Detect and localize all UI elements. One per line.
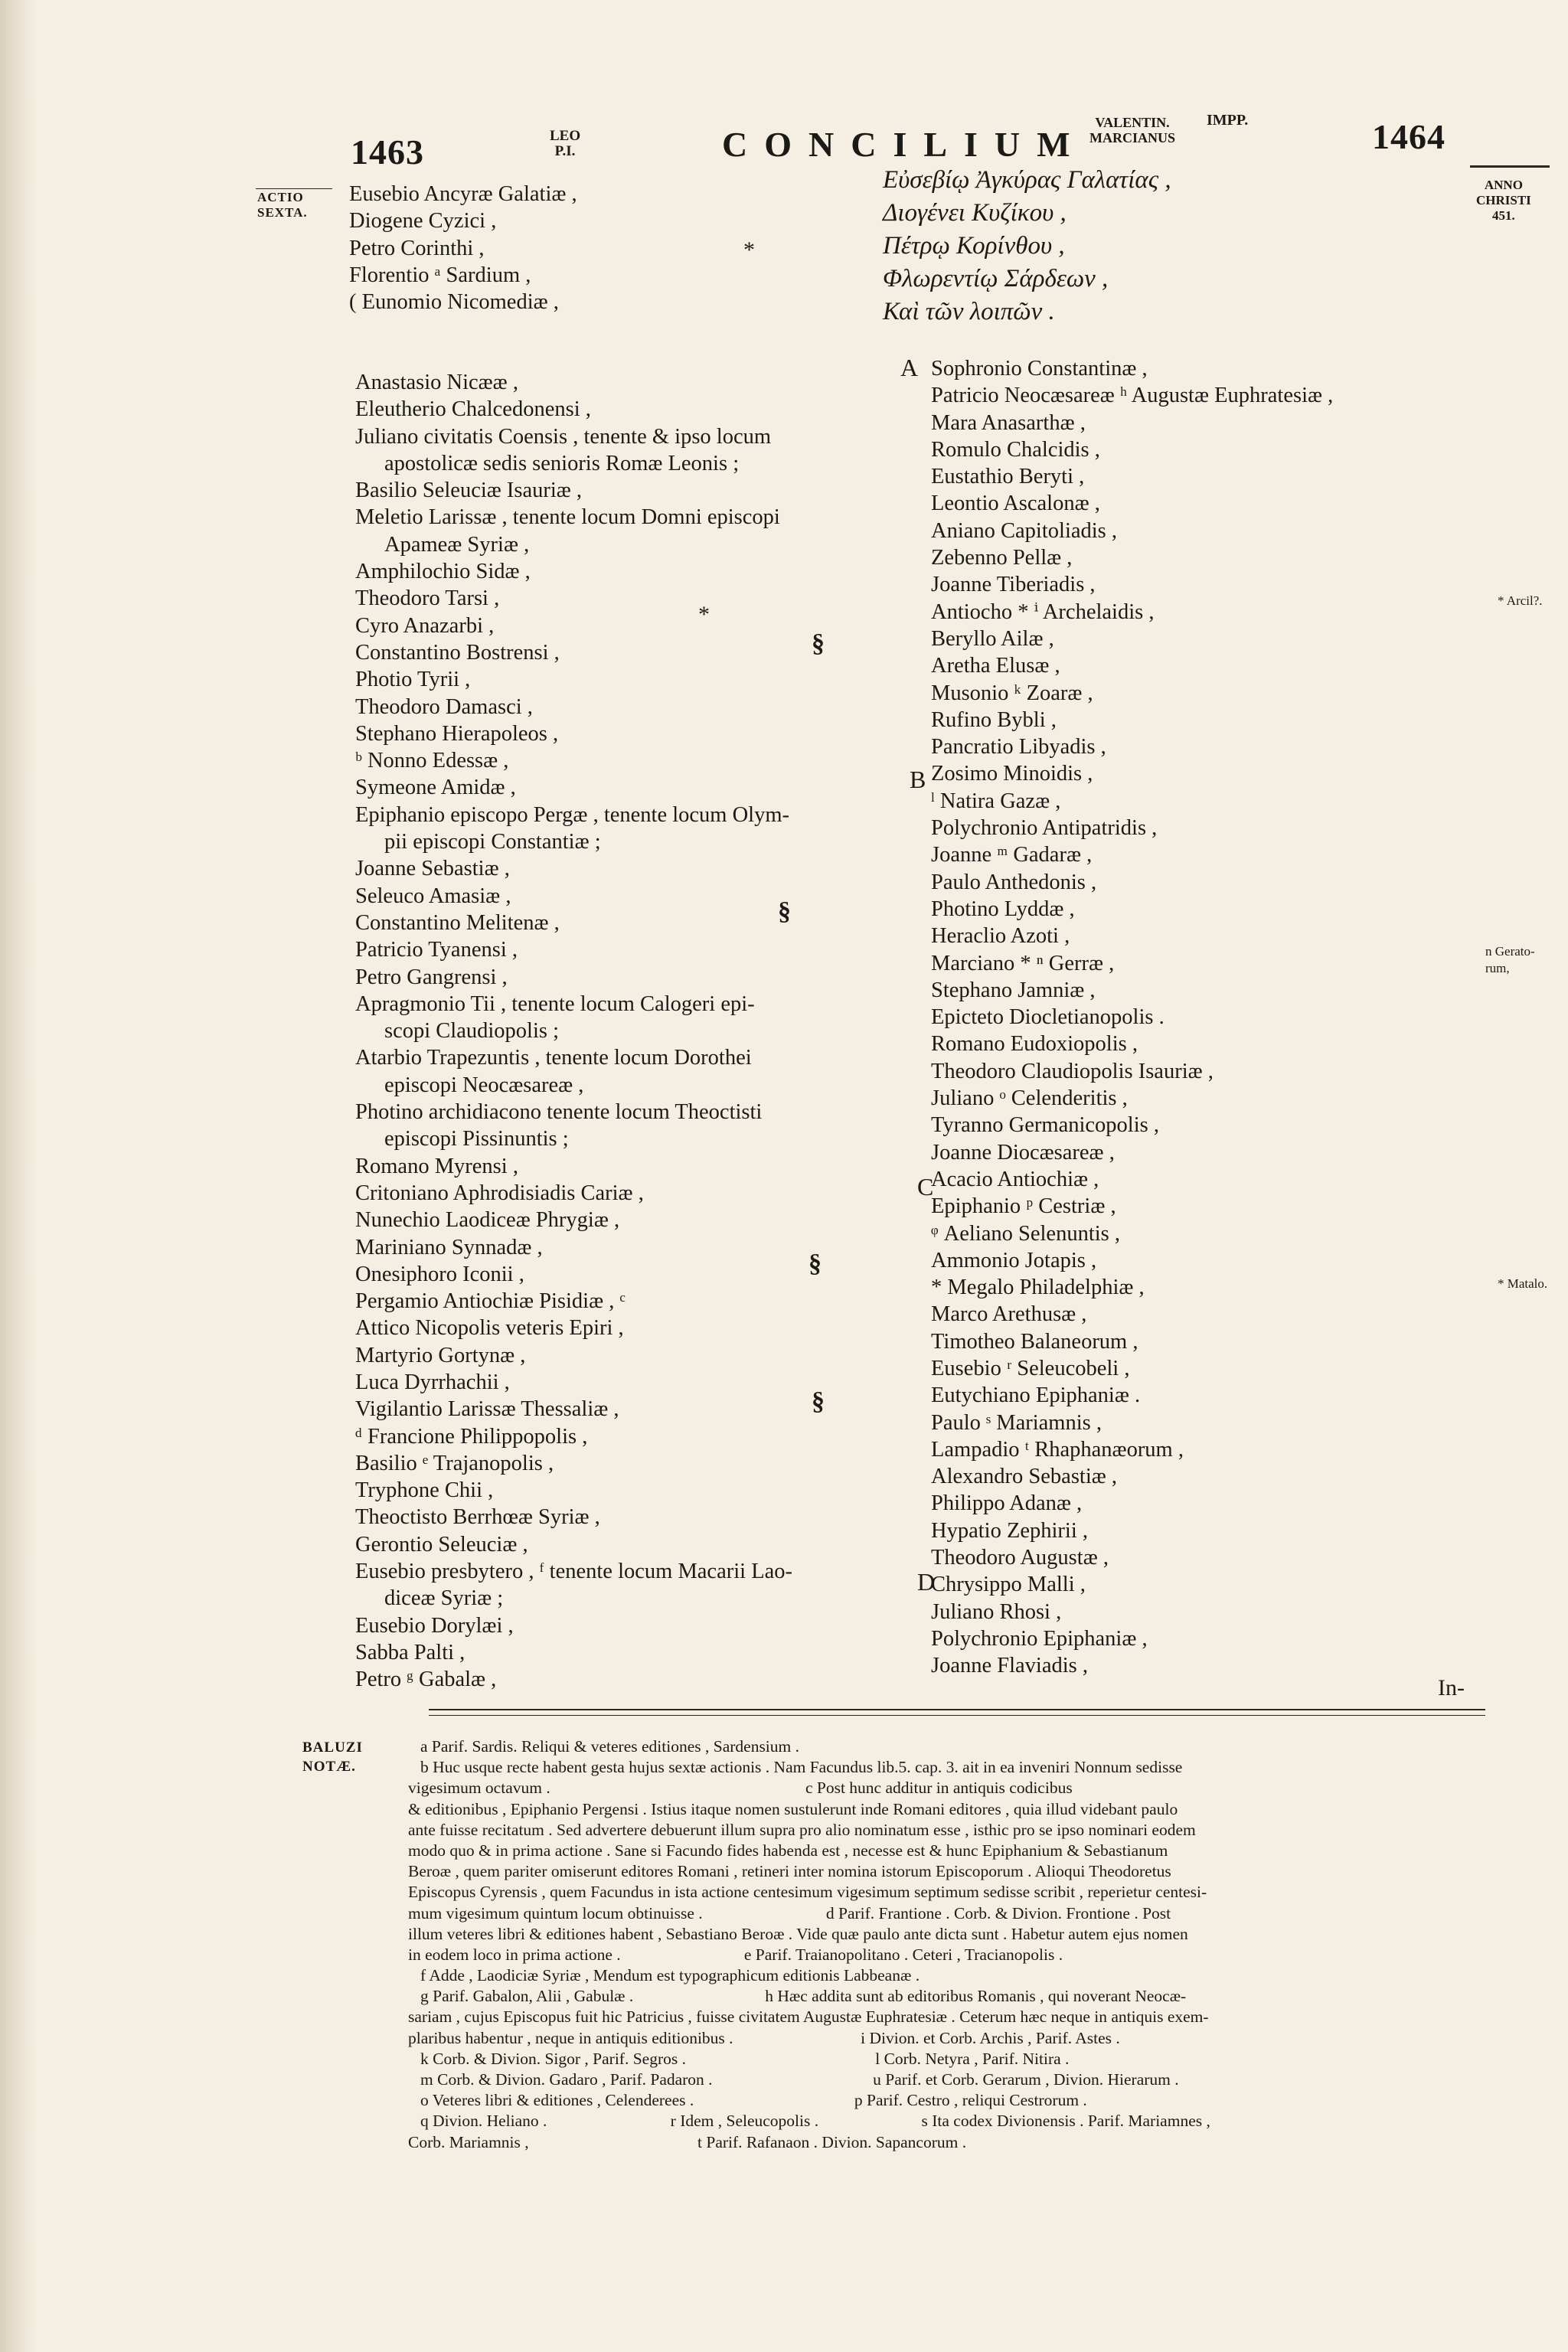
- note-line: vigesimum octavum . c Post hunc additur in antiquis codicibus: [408, 1779, 1073, 1798]
- actio-line: ACTIO: [257, 190, 304, 204]
- section-mark: §: [778, 897, 791, 926]
- notes-label-line: NOTÆ.: [302, 1759, 356, 1775]
- anno-line: CHRISTI: [1476, 193, 1531, 207]
- note-line: in eodem loco in prima actione . e Parif. Traianopolitano . Ceteri , Tracianopolis .: [408, 1945, 1063, 1964]
- text-line: Chrysippo Malli ,: [931, 1573, 1086, 1597]
- text-line: Romano Myrensi ,: [355, 1154, 518, 1178]
- text-line: Romulo Chalcidis ,: [931, 437, 1100, 462]
- text-line: Juliano ᵒ Celenderitis ,: [931, 1086, 1128, 1111]
- text-line: Stephano Hierapoleos ,: [355, 721, 559, 746]
- text-line: Eusebio Dorylæi ,: [355, 1613, 514, 1638]
- text-line: pii episcopi Constantiæ ;: [384, 830, 601, 854]
- text-line: Eusebio ʳ Seleucobeli ,: [931, 1356, 1130, 1380]
- text-line: Pergamio Antiochiæ Pisidiæ , ᶜ: [355, 1289, 626, 1314]
- right-page-number: 1464: [1372, 117, 1446, 156]
- text-line: Stephano Jamniæ ,: [931, 978, 1096, 1002]
- text-line: ᵠ Aeliano Selenuntis ,: [931, 1221, 1120, 1246]
- text-line: Joanne Flaviadis ,: [931, 1654, 1089, 1678]
- text-line: Constantino Melitenæ ,: [355, 910, 560, 935]
- text-line: Hypatio Zephirii ,: [931, 1518, 1088, 1543]
- note-line: a Parif. Sardis. Reliqui & veteres editiones , Sardensium .: [420, 1737, 800, 1756]
- note-line: & editionibus , Epiphanio Pergensi . Istius itaque nomen sustulerunt inde Romani editores , quia illud videbant paulo: [408, 1799, 1178, 1818]
- text-line: Lampadio ᵗ Rhaphanæorum ,: [931, 1437, 1184, 1462]
- note-line: plaribus habentur , neque in antiquis editionibus . i Divion. et Corb. Archis , Parif. Astes .: [408, 2028, 1120, 2047]
- note-line: k Corb. & Divion. Sigor , Parif. Segros . l Corb. Netyra , Parif. Nitira .: [420, 2049, 1070, 2068]
- text-line: Zebenno Pellæ ,: [931, 546, 1073, 570]
- notes-label-line: BALUZI: [302, 1740, 363, 1756]
- left-label-line: LEO: [550, 128, 581, 144]
- text-line: Joanne Tiberiadis ,: [931, 573, 1096, 597]
- side-note-rum: rum,: [1485, 961, 1510, 975]
- text-line: Basilio Seleuciæ Isauriæ ,: [355, 479, 583, 503]
- text-line: Photio Tyrii ,: [355, 668, 471, 692]
- text-line: Mariniano Synnadæ ,: [355, 1235, 543, 1259]
- text-line: Eustathio Beryti ,: [931, 465, 1085, 489]
- note-line: g Parif. Gabalon, Alii , Gabulæ . h Hæc addita sunt ab editoribus Romanis , qui noverant Neocæ-: [420, 1987, 1187, 2006]
- text-line: Aniano Capitoliadis ,: [931, 518, 1118, 543]
- note-line: illum veteres libri & editiones habent , Sebastiano Beroæ . Vide quæ paulo ante dicta sunt . Habetur autem ejus nomen: [408, 1924, 1188, 1943]
- text-line: Attico Nicopolis veteris Epiri ,: [355, 1316, 624, 1341]
- right-running-label: [1089, 115, 1175, 145]
- side-note-matalo: * Matalo.: [1498, 1276, 1548, 1291]
- greek-line: Φλωρεντίῳ Σάρδεων ,: [883, 265, 1109, 292]
- text-line: Paulo ˢ Mariamnis ,: [931, 1410, 1102, 1435]
- section-mark: §: [808, 1250, 822, 1278]
- note-line: modo quo & in prima actione . Sane si Facundo fides habenda est , necesse est & hunc Epiphanium & Sebastianum: [408, 1841, 1168, 1860]
- greek-line: Καὶ τῶν λοιπῶν .: [883, 298, 1055, 325]
- section-letter-c: C: [917, 1173, 934, 1200]
- left-running-label: [550, 129, 580, 159]
- text-line: Acacio Antiochiæ ,: [931, 1167, 1099, 1191]
- text-line: Seleuco Amasiæ ,: [355, 884, 511, 908]
- text-line: episcopi Pissinuntis ;: [384, 1127, 569, 1152]
- text-line: Joanne Diocæsareæ ,: [931, 1140, 1115, 1165]
- text-line: Aretha Elusæ ,: [931, 654, 1060, 678]
- text-line: Philippo Adanæ ,: [931, 1491, 1083, 1516]
- catchword: In-: [1438, 1675, 1465, 1700]
- text-line: * Megalo Philadelphiæ ,: [931, 1276, 1145, 1300]
- text-line: Polychronio Epiphaniæ ,: [931, 1626, 1148, 1651]
- right-column: [931, 355, 1333, 1680]
- actio-line: SEXTA.: [257, 205, 308, 220]
- note-line: sariam , cujus Episcopus fuit hic Patricius , fuisse civitatem Augustæ Euphratesiæ . Ceterum hæc neque in antiquis exem-: [408, 2007, 1209, 2027]
- text-line: Anastasio Nicææ ,: [355, 371, 518, 394]
- section-mark: §: [812, 629, 825, 658]
- section-letter-a: A: [900, 354, 919, 381]
- text-line: Cyro Anazarbi ,: [355, 613, 495, 638]
- text-line: Critoniano Aphrodisiadis Cariæ ,: [355, 1181, 644, 1205]
- text-line: Petro Corinthi ,: [349, 236, 485, 260]
- note-line: o Veteres libri & editiones , Celenderees . p Parif. Cestro , reliqui Cestrorum .: [420, 2091, 1087, 2110]
- text-line: Sophronio Constantinæ ,: [931, 357, 1148, 381]
- text-line: Patricio Neocæsareæ ʰ Augustæ Euphratesiæ ,: [931, 384, 1334, 408]
- note-line: mum vigesimum quintum locum obtinuisse . d Parif. Frantione . Corb. & Divion. Frontione . Post: [408, 1903, 1171, 1922]
- text-line: Tyranno Germanicopolis ,: [931, 1113, 1159, 1138]
- text-line: Juliano Rhosi ,: [931, 1599, 1062, 1624]
- text-line: Mara Anasarthæ ,: [931, 410, 1086, 435]
- text-line: Romano Eudoxiopolis ,: [931, 1032, 1138, 1057]
- note-line: ante fuisse recitatum . Sed advertere debuerunt illum supra pro alio nominatum esse , isthic pro se ipso nominari eodem: [408, 1820, 1196, 1839]
- text-line: Epiphanio episcopo Pergæ , tenente locum Olym-: [355, 802, 789, 827]
- running-title: CONCILIUM: [722, 125, 1087, 164]
- text-line: Luca Dyrrhachii ,: [355, 1370, 510, 1394]
- text-line: Zosimo Minoidis ,: [931, 762, 1093, 786]
- text-line: diceæ Syriæ ;: [384, 1586, 504, 1611]
- text-line: Rufino Bybli ,: [931, 707, 1057, 732]
- baluzi-notes-label: [302, 1738, 363, 1776]
- text-line: Photino archidiacono tenente locum Theoctisti: [355, 1100, 763, 1125]
- text-line: Apragmonio Tii , tenente locum Calogeri epi-: [355, 991, 755, 1016]
- note-line: f Adde , Laodiciæ Syriæ , Mendum est typographicum editionis Labbeanæ .: [420, 1966, 920, 1985]
- text-line: Apameæ Syriæ ,: [384, 532, 530, 557]
- note-line: Episcopus Cyrensis , quem Facundus in ista actione centesimum vigesimum septimum sedisse scribit , reperietur centesi-: [408, 1883, 1207, 1902]
- text-line: ( Eunomio Nicomediæ ,: [349, 290, 559, 315]
- text-line: Antiocho * ⁱ Archelaidis ,: [931, 599, 1155, 624]
- text-line: Martyrio Gortynæ ,: [355, 1343, 526, 1367]
- imperatores-label: IMPP.: [1207, 112, 1249, 129]
- greek-line: Διογένει Κυζίκου ,: [883, 199, 1067, 227]
- greek-line: Εὐσεβίῳ Ἀγκύρας Γαλατίας ,: [883, 166, 1171, 194]
- note-line: Corb. Mariamnis , t Parif. Rafanaon . Divion. Sapancorum .: [408, 2132, 967, 2151]
- text-line: Sabba Palti ,: [355, 1640, 466, 1664]
- text-line: Ammonio Jotapis ,: [931, 1248, 1097, 1272]
- notes-rule-thin: [429, 1715, 1485, 1716]
- side-note-gerato: n Gerato-: [1485, 944, 1535, 959]
- actio-sexta-label: [257, 190, 308, 220]
- text-line: Tryphone Chii ,: [355, 1478, 494, 1503]
- text-line: Heraclio Azoti ,: [931, 924, 1070, 949]
- actio-rule: [256, 188, 332, 189]
- greek-line: Πέτρῳ Κορίνθου ,: [883, 232, 1065, 260]
- text-line: Leontio Ascalonæ ,: [931, 492, 1100, 516]
- text-line: Onesiphoro Iconii ,: [355, 1262, 524, 1286]
- text-line: Marciano * ⁿ Gerræ ,: [931, 951, 1115, 975]
- asterisk-mark: *: [698, 602, 710, 627]
- text-line: Petro Gangrensi ,: [355, 965, 508, 989]
- anno-line: 451.: [1492, 208, 1515, 223]
- text-line: Beryllo Ailæ ,: [931, 626, 1054, 651]
- top-left-block: [349, 181, 577, 315]
- text-line: Juliano civitatis Coensis , tenente & ipso locum: [355, 424, 772, 449]
- text-line: Diogene Cyzici ,: [349, 209, 497, 234]
- text-line: Eutychiano Epiphaniæ .: [931, 1383, 1141, 1408]
- note-line: q Divion. Heliano . r Idem , Seleucopolis . s Ita codex Divionensis . Parif. Mariamnes ,: [420, 2112, 1210, 2131]
- text-line: Symeone Amidæ ,: [355, 776, 516, 800]
- text-line: Constantino Bostrensi ,: [355, 640, 560, 665]
- text-line: Patricio Tyanensi ,: [355, 938, 518, 962]
- left-label-line: P.I.: [554, 143, 576, 159]
- anno-line: ANNO: [1484, 178, 1523, 192]
- left-page-number: 1463: [351, 132, 424, 172]
- text-line: Gerontio Seleuciæ ,: [355, 1532, 528, 1557]
- text-line: Amphilochio Sidæ ,: [355, 560, 531, 584]
- text-line: Vigilantio Larissæ Thessaliæ ,: [355, 1397, 619, 1422]
- text-line: Theodoro Claudiopolis Isauriæ ,: [931, 1059, 1214, 1083]
- text-line: Nunechio Laodiceæ Phrygiæ ,: [355, 1208, 620, 1233]
- text-line: Polychronio Antipatridis ,: [931, 816, 1158, 841]
- text-line: Epicteto Diocletianopolis .: [931, 1005, 1165, 1030]
- text-line: Atarbio Trapezuntis , tenente locum Dorothei: [355, 1046, 752, 1070]
- text-line: Theodoro Tarsi ,: [355, 586, 500, 611]
- left-column: [355, 369, 792, 1694]
- text-line: Joanne ᵐ Gadaræ ,: [931, 843, 1093, 867]
- note-line: b Huc usque recte habent gesta hujus sextæ actionis . Nam Facundus lib.5. cap. 3. ait in ea inveniri Nonnum sedisse: [420, 1758, 1183, 1777]
- page-edge: [0, 0, 37, 2352]
- text-line: Eleutherio Chalcedonensi ,: [355, 397, 591, 422]
- text-line: Theoctisto Berrhœæ Syriæ ,: [355, 1505, 600, 1530]
- text-line: Theodoro Augustæ ,: [931, 1546, 1109, 1570]
- anno-christi-label: [1476, 178, 1531, 224]
- text-line: apostolicæ sedis senioris Romæ Leonis ;: [384, 451, 740, 475]
- text-line: Eusebio presbytero , ᶠ tenente locum Macarii Lao-: [355, 1560, 792, 1584]
- note-line: m Corb. & Divion. Gadaro , Parif. Padaron . u Parif. et Corb. Gerarum , Divion. Hierarum .: [420, 2070, 1179, 2089]
- anno-rule: [1470, 165, 1550, 168]
- text-line: Photino Lyddæ ,: [931, 897, 1075, 921]
- text-line: scopi Claudiopolis ;: [384, 1019, 559, 1044]
- text-line: Eusebio Ancyræ Galatiæ ,: [349, 182, 577, 206]
- section-letter-d: D: [917, 1568, 936, 1596]
- footnotes: [408, 1736, 1495, 2153]
- text-line: ᵈ Francione Philippopolis ,: [355, 1424, 588, 1449]
- text-line: ˡ Natira Gazæ ,: [931, 789, 1061, 813]
- text-line: Alexandro Sebastiæ ,: [931, 1465, 1118, 1489]
- side-note-arcil: * Arcil?.: [1498, 593, 1543, 608]
- right-label-line: MARCIANUS: [1089, 130, 1175, 145]
- notes-rule: [429, 1709, 1485, 1710]
- text-line: Meletio Larissæ , tenente locum Domni episcopi: [355, 505, 780, 530]
- text-line: episcopi Neocæsareæ ,: [384, 1073, 584, 1097]
- text-line: Pancratio Libyadis ,: [931, 735, 1106, 760]
- text-line: Joanne Sebastiæ ,: [355, 857, 510, 881]
- text-line: Epiphanio ᵖ Cestriæ ,: [931, 1194, 1116, 1219]
- text-line: Musonio ᵏ Zoaræ ,: [931, 681, 1093, 705]
- section-letter-b: B: [910, 766, 926, 793]
- text-line: Theodoro Damasci ,: [355, 694, 533, 719]
- text-line: Basilio ᵉ Trajanopolis ,: [355, 1451, 554, 1475]
- text-line: Marco Arethusæ ,: [931, 1302, 1087, 1327]
- section-mark: §: [812, 1387, 825, 1416]
- asterisk-mark: *: [743, 237, 755, 263]
- greek-block: [883, 164, 1171, 328]
- right-label-line: VALENTIN.: [1095, 115, 1170, 130]
- text-line: Petro ᵍ Gabalæ ,: [355, 1668, 497, 1692]
- text-line: Timotheo Balaneorum ,: [931, 1329, 1138, 1354]
- text-line: Paulo Anthedonis ,: [931, 870, 1097, 894]
- note-line: Beroæ , quem pariter omiserunt editores Romani , retineri inter nomina istorum Episcoporum . Alioqui Theodoretus: [408, 1862, 1171, 1881]
- text-line: Florentio ᵃ Sardium ,: [349, 263, 531, 287]
- text-line: ᵇ Nonno Edessæ ,: [355, 749, 509, 773]
